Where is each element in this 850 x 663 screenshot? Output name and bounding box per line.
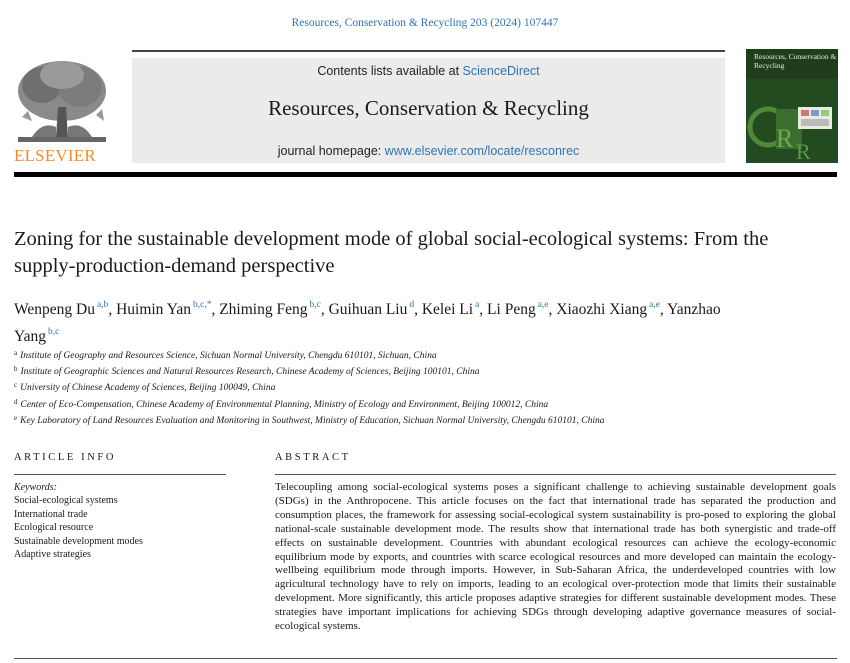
header-bottom-rule bbox=[14, 172, 837, 177]
affiliation-mark: a bbox=[14, 349, 18, 357]
affiliation-text: Center of Eco-Compensation, Chinese Academy of Environmental Planning, Ministry of Ecology and Environment, Beijing 100012, China bbox=[20, 399, 549, 410]
author-separator: , bbox=[320, 301, 329, 318]
affiliation-text: University of Chinese Academy of Sciences, Beijing 100049, China bbox=[20, 383, 276, 394]
author-name[interactable]: Yanzhao Yang bbox=[14, 301, 721, 345]
affiliation-item bbox=[14, 396, 834, 412]
affiliation-mark: d bbox=[14, 397, 18, 406]
journal-citation[interactable]: Resources, Conservation & Recycling 203 (2024) 107447 bbox=[291, 17, 559, 29]
sciencedirect-link[interactable]: ScienceDirect bbox=[462, 64, 540, 78]
author-item[interactable] bbox=[14, 301, 116, 318]
keyword-item: Ecological resource bbox=[14, 522, 94, 534]
author-separator: , bbox=[211, 301, 220, 318]
author-item[interactable] bbox=[329, 301, 422, 318]
affiliation-text: Institute of Geographic Sciences and Natural Resources Research, Chinese Academy of Sciences, Beijing 100101, China bbox=[20, 367, 480, 378]
author-item[interactable] bbox=[422, 301, 487, 318]
journal-homepage-link[interactable]: www.elsevier.com/locate/resconrec bbox=[384, 144, 580, 158]
author-name[interactable]: Guihuan Liu bbox=[328, 301, 408, 318]
journal-homepage-line: journal homepage: www.elsevier.com/locate/resconrec bbox=[277, 144, 580, 158]
bottom-rule bbox=[14, 658, 837, 659]
abstract-text: Telecoupling among social-ecological systems poses a significant challenge to achieving sustainable development goals (SDGs) in the Anthropocene. This article focuses on the fact that international trade has separated the production and consumption places, the framework for assessing social-ecological system sustainability is pro-posed to exploring the global national-scale sustainable development mode. The results show that international trade has both synergistic and trade-off effects on sustainable development. Countries with abundant ecological resources can achieve the ecology-economic equilibrium mode by exports, and countries with scarce ecological resources and more developed can maintain the ecology-wellbeing equilibrium mode through imports. However, in Sub-Saharan Africa, the underdeveloped countries with low agricultural technology have to rely on imports, leading to an ecological over-protection mode that limits their sustainable development. More significantly, this article proposes adaptive strategies for different sustainable development modes. These strategies have important implications for achieving SDGs through developing adaptive governance measures of social-ecological systems. bbox=[275, 481, 836, 633]
affiliation-text: Institute of Geography and Resources Science, Sichuan Normal University, Chengdu 610101, Sichuan, China bbox=[20, 351, 437, 361]
cover-title: Resources, Conservation & Recycling bbox=[754, 52, 837, 70]
author-separator: , bbox=[548, 301, 557, 318]
affiliation-mark: b bbox=[14, 365, 18, 374]
svg-text:R: R bbox=[776, 124, 794, 153]
author-affiliation-marks[interactable]: b,c bbox=[309, 300, 321, 310]
author-name[interactable]: Xiaozhi Xiang bbox=[556, 301, 648, 318]
article-info-heading: ARTICLE INFO bbox=[14, 452, 117, 463]
keyword-item: Adaptive strategies bbox=[14, 549, 91, 561]
author-name[interactable]: Kelei Li bbox=[421, 301, 474, 318]
journal-title: Resources, Conservation & Recycling bbox=[268, 96, 589, 120]
journal-cover[interactable] bbox=[746, 49, 838, 163]
author-affiliation-marks[interactable]: a,e bbox=[649, 300, 660, 310]
affiliation-item bbox=[14, 379, 834, 395]
affiliation-mark: e bbox=[14, 413, 18, 422]
affiliation-text: Key Laboratory of Land Resources Evaluation and Monitoring in Southwest, Ministry of Education, Sichuan Normal University, Chengdu 610101, China bbox=[20, 415, 605, 426]
journal-header bbox=[132, 58, 725, 163]
elsevier-wordmark: ELSEVIER bbox=[14, 146, 96, 165]
author-list bbox=[14, 294, 734, 348]
header-top-rule bbox=[132, 50, 725, 52]
author-name[interactable]: Li Peng bbox=[487, 301, 536, 318]
author-affiliation-marks[interactable]: d bbox=[409, 300, 415, 310]
affiliation-mark: c bbox=[14, 381, 18, 390]
affiliation-list bbox=[14, 347, 834, 428]
author-affiliation-marks[interactable]: a,e bbox=[537, 300, 549, 310]
author-separator: , bbox=[108, 301, 117, 318]
author-item[interactable] bbox=[556, 301, 667, 318]
author-item[interactable] bbox=[116, 301, 219, 318]
keywords-label: Keywords: bbox=[14, 482, 57, 493]
keyword-item: Sustainable development modes bbox=[14, 535, 143, 547]
author-affiliation-marks[interactable]: b,c bbox=[48, 327, 60, 337]
affiliation-item bbox=[14, 347, 834, 363]
author-name[interactable]: Wenpeng Du bbox=[14, 301, 95, 318]
article-info-rule bbox=[14, 474, 226, 475]
keyword-item: Social-ecological systems bbox=[14, 495, 118, 507]
author-affiliation-marks[interactable]: a,b bbox=[96, 300, 109, 310]
svg-text:R: R bbox=[796, 139, 811, 163]
affiliation-item bbox=[14, 412, 834, 428]
article-title: Zoning for the sustainable development mode of global social-ecological systems: From the supply-production-demand perspective bbox=[14, 228, 769, 277]
elsevier-tree-icon bbox=[12, 57, 112, 145]
author-item[interactable] bbox=[219, 301, 328, 318]
author-separator: , bbox=[479, 301, 488, 318]
keyword-item: International trade bbox=[14, 508, 88, 520]
author-name[interactable]: Huimin Yan bbox=[116, 301, 191, 318]
author-item[interactable] bbox=[487, 301, 556, 318]
keywords-block bbox=[14, 481, 234, 561]
author-separator: , bbox=[414, 301, 422, 318]
author-name[interactable]: Zhiming Feng bbox=[219, 301, 308, 318]
abstract-rule bbox=[275, 474, 836, 475]
author-affiliation-marks[interactable]: a bbox=[475, 300, 480, 310]
affiliation-item bbox=[14, 363, 834, 379]
author-affiliation-marks[interactable]: b,c,* bbox=[193, 300, 212, 310]
author-separator: , bbox=[659, 301, 668, 318]
contents-available-line: Contents lists available at ScienceDirect bbox=[317, 64, 540, 78]
abstract-heading: ABSTRACT bbox=[275, 452, 351, 463]
